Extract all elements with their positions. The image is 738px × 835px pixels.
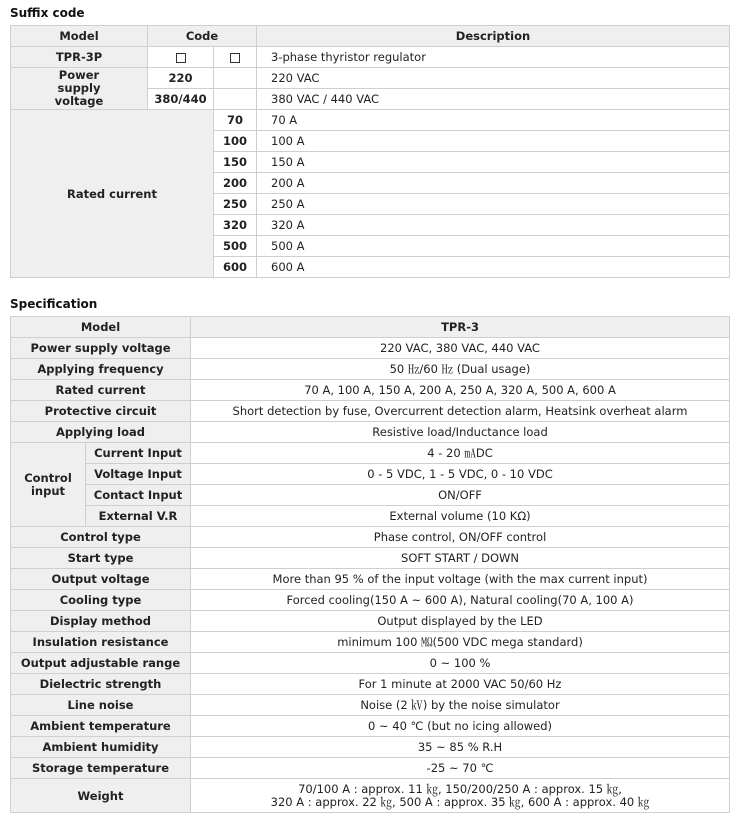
weight-line-2: 320 A : approx. 22 ㎏, 500 A : approx. 35 ㎏, 600 A : approx. 40 ㎏ — [270, 794, 650, 809]
table-row — [11, 737, 730, 758]
spec-value: 0 - 5 VDC, 1 - 5 VDC, 0 - 10 VDC — [191, 464, 730, 485]
suffix-header-row — [11, 26, 730, 47]
table-row — [11, 779, 730, 813]
code-cell: 380/440 — [148, 89, 214, 110]
spec-value: -25 ~ 70 ℃ — [191, 758, 730, 779]
spec-label: Display method — [11, 611, 191, 632]
power-supply-label: Power supply voltage — [11, 68, 148, 110]
spec-value: minimum 100 ㏁(500 VDC mega standard) — [191, 632, 730, 653]
table-row — [11, 653, 730, 674]
spec-value: Forced cooling(150 A ~ 600 A), Natural cooling(70 A, 100 A) — [191, 590, 730, 611]
spec-label: Contact Input — [86, 485, 191, 506]
table-row — [11, 527, 730, 548]
table-row — [11, 590, 730, 611]
table-row — [11, 401, 730, 422]
spec-value: 0 ~ 40 ℃ (but no icing allowed) — [191, 716, 730, 737]
code-cell: 600 — [214, 257, 257, 278]
code-cell: 500 — [214, 236, 257, 257]
table-row — [11, 359, 730, 380]
table-row — [11, 548, 730, 569]
header-model: Model — [11, 317, 191, 338]
spec-label: Rated current — [11, 380, 191, 401]
table-row — [11, 68, 730, 89]
code-cell: 320 — [214, 215, 257, 236]
description-cell: 220 VAC — [257, 68, 730, 89]
spec-value: 4 - 20 ㎃DC — [191, 443, 730, 464]
spec-label: Applying frequency — [11, 359, 191, 380]
table-row — [11, 716, 730, 737]
table-row — [11, 110, 730, 131]
description-cell: 150 A — [257, 152, 730, 173]
table-row — [11, 611, 730, 632]
table-row — [11, 464, 730, 485]
spec-value: 50 ㎐/60 ㎐ (Dual usage) — [191, 359, 730, 380]
spec-value: 70 A, 100 A, 150 A, 200 A, 250 A, 320 A, 500 A, 600 A — [191, 380, 730, 401]
spec-label: Storage temperature — [11, 758, 191, 779]
description-cell: 380 VAC / 440 VAC — [257, 89, 730, 110]
specification-title: Specification — [10, 297, 98, 311]
spec-label: External V.R — [86, 506, 191, 527]
spec-value: Short detection by fuse, Overcurrent detection alarm, Heatsink overheat alarm — [191, 401, 730, 422]
spec-value: 0 ~ 100 % — [191, 653, 730, 674]
code-cell: 70 — [214, 110, 257, 131]
spec-value: 220 VAC, 380 VAC, 440 VAC — [191, 338, 730, 359]
table-row — [11, 485, 730, 506]
rated-current-label: Rated current — [11, 110, 214, 278]
suffix-code-table — [10, 25, 730, 278]
spec-value: SOFT START / DOWN — [191, 548, 730, 569]
code-cell: 220 — [148, 68, 214, 89]
table-row — [11, 758, 730, 779]
spec-value: Phase control, ON/OFF control — [191, 527, 730, 548]
description-cell: 70 A — [257, 110, 730, 131]
table-row — [11, 380, 730, 401]
description-cell: 3-phase thyristor regulator — [257, 47, 730, 68]
control-input-label: Control input — [11, 443, 86, 527]
checkbox-square-icon — [176, 53, 186, 63]
table-row — [11, 695, 730, 716]
weight-value — [191, 779, 730, 813]
table-row — [11, 338, 730, 359]
spec-label: Applying load — [11, 422, 191, 443]
spec-value: More than 95 % of the input voltage (with the max current input) — [191, 569, 730, 590]
code-cell: 200 — [214, 173, 257, 194]
description-cell: 320 A — [257, 215, 730, 236]
table-row — [11, 632, 730, 653]
code-cell: 100 — [214, 131, 257, 152]
weight-label: Weight — [11, 779, 191, 813]
code-cell: 150 — [214, 152, 257, 173]
spec-label: Control type — [11, 527, 191, 548]
description-cell: 250 A — [257, 194, 730, 215]
spec-value: Resistive load/Inductance load — [191, 422, 730, 443]
table-row — [11, 674, 730, 695]
spec-label: Insulation resistance — [11, 632, 191, 653]
table-row — [11, 47, 730, 68]
header-model-value: TPR-3 — [191, 317, 730, 338]
spec-label: Protective circuit — [11, 401, 191, 422]
table-row — [11, 443, 730, 464]
weight-line-1: 70/100 A : approx. 11 ㎏, 150/200/250 A : approx. 15 ㎏, — [298, 781, 622, 796]
checkbox-square-icon — [230, 53, 240, 63]
spec-value: Output displayed by the LED — [191, 611, 730, 632]
spec-label: Cooling type — [11, 590, 191, 611]
code-cell: 250 — [214, 194, 257, 215]
header-description: Description — [257, 26, 730, 47]
spec-label: Ambient humidity — [11, 737, 191, 758]
description-cell: 100 A — [257, 131, 730, 152]
spec-header-row — [11, 317, 730, 338]
spec-label: Output adjustable range — [11, 653, 191, 674]
spec-label: Ambient temperature — [11, 716, 191, 737]
table-row — [11, 422, 730, 443]
table-row — [11, 506, 730, 527]
model-cell: TPR-3P — [11, 47, 148, 68]
spec-label: Voltage Input — [86, 464, 191, 485]
specification-table — [10, 316, 730, 813]
spec-value: ON/OFF — [191, 485, 730, 506]
header-code: Code — [148, 26, 257, 47]
spec-label: Start type — [11, 548, 191, 569]
spec-label: Dielectric strength — [11, 674, 191, 695]
code-slot-2 — [214, 47, 257, 68]
spec-label: Line noise — [11, 695, 191, 716]
spec-label: Output voltage — [11, 569, 191, 590]
suffix-code-title: Suffix code — [10, 6, 85, 20]
description-cell: 600 A — [257, 257, 730, 278]
code-slot-1 — [148, 47, 214, 68]
description-cell: 200 A — [257, 173, 730, 194]
header-model: Model — [11, 26, 148, 47]
spec-value: External volume (10 KΩ) — [191, 506, 730, 527]
spec-value: 35 ~ 85 % R.H — [191, 737, 730, 758]
spec-label: Current Input — [86, 443, 191, 464]
spec-label: Power supply voltage — [11, 338, 191, 359]
spec-value: For 1 minute at 2000 VAC 50/60 Hz — [191, 674, 730, 695]
description-cell: 500 A — [257, 236, 730, 257]
table-row — [11, 569, 730, 590]
spec-value: Noise (2 ㎸) by the noise simulator — [191, 695, 730, 716]
